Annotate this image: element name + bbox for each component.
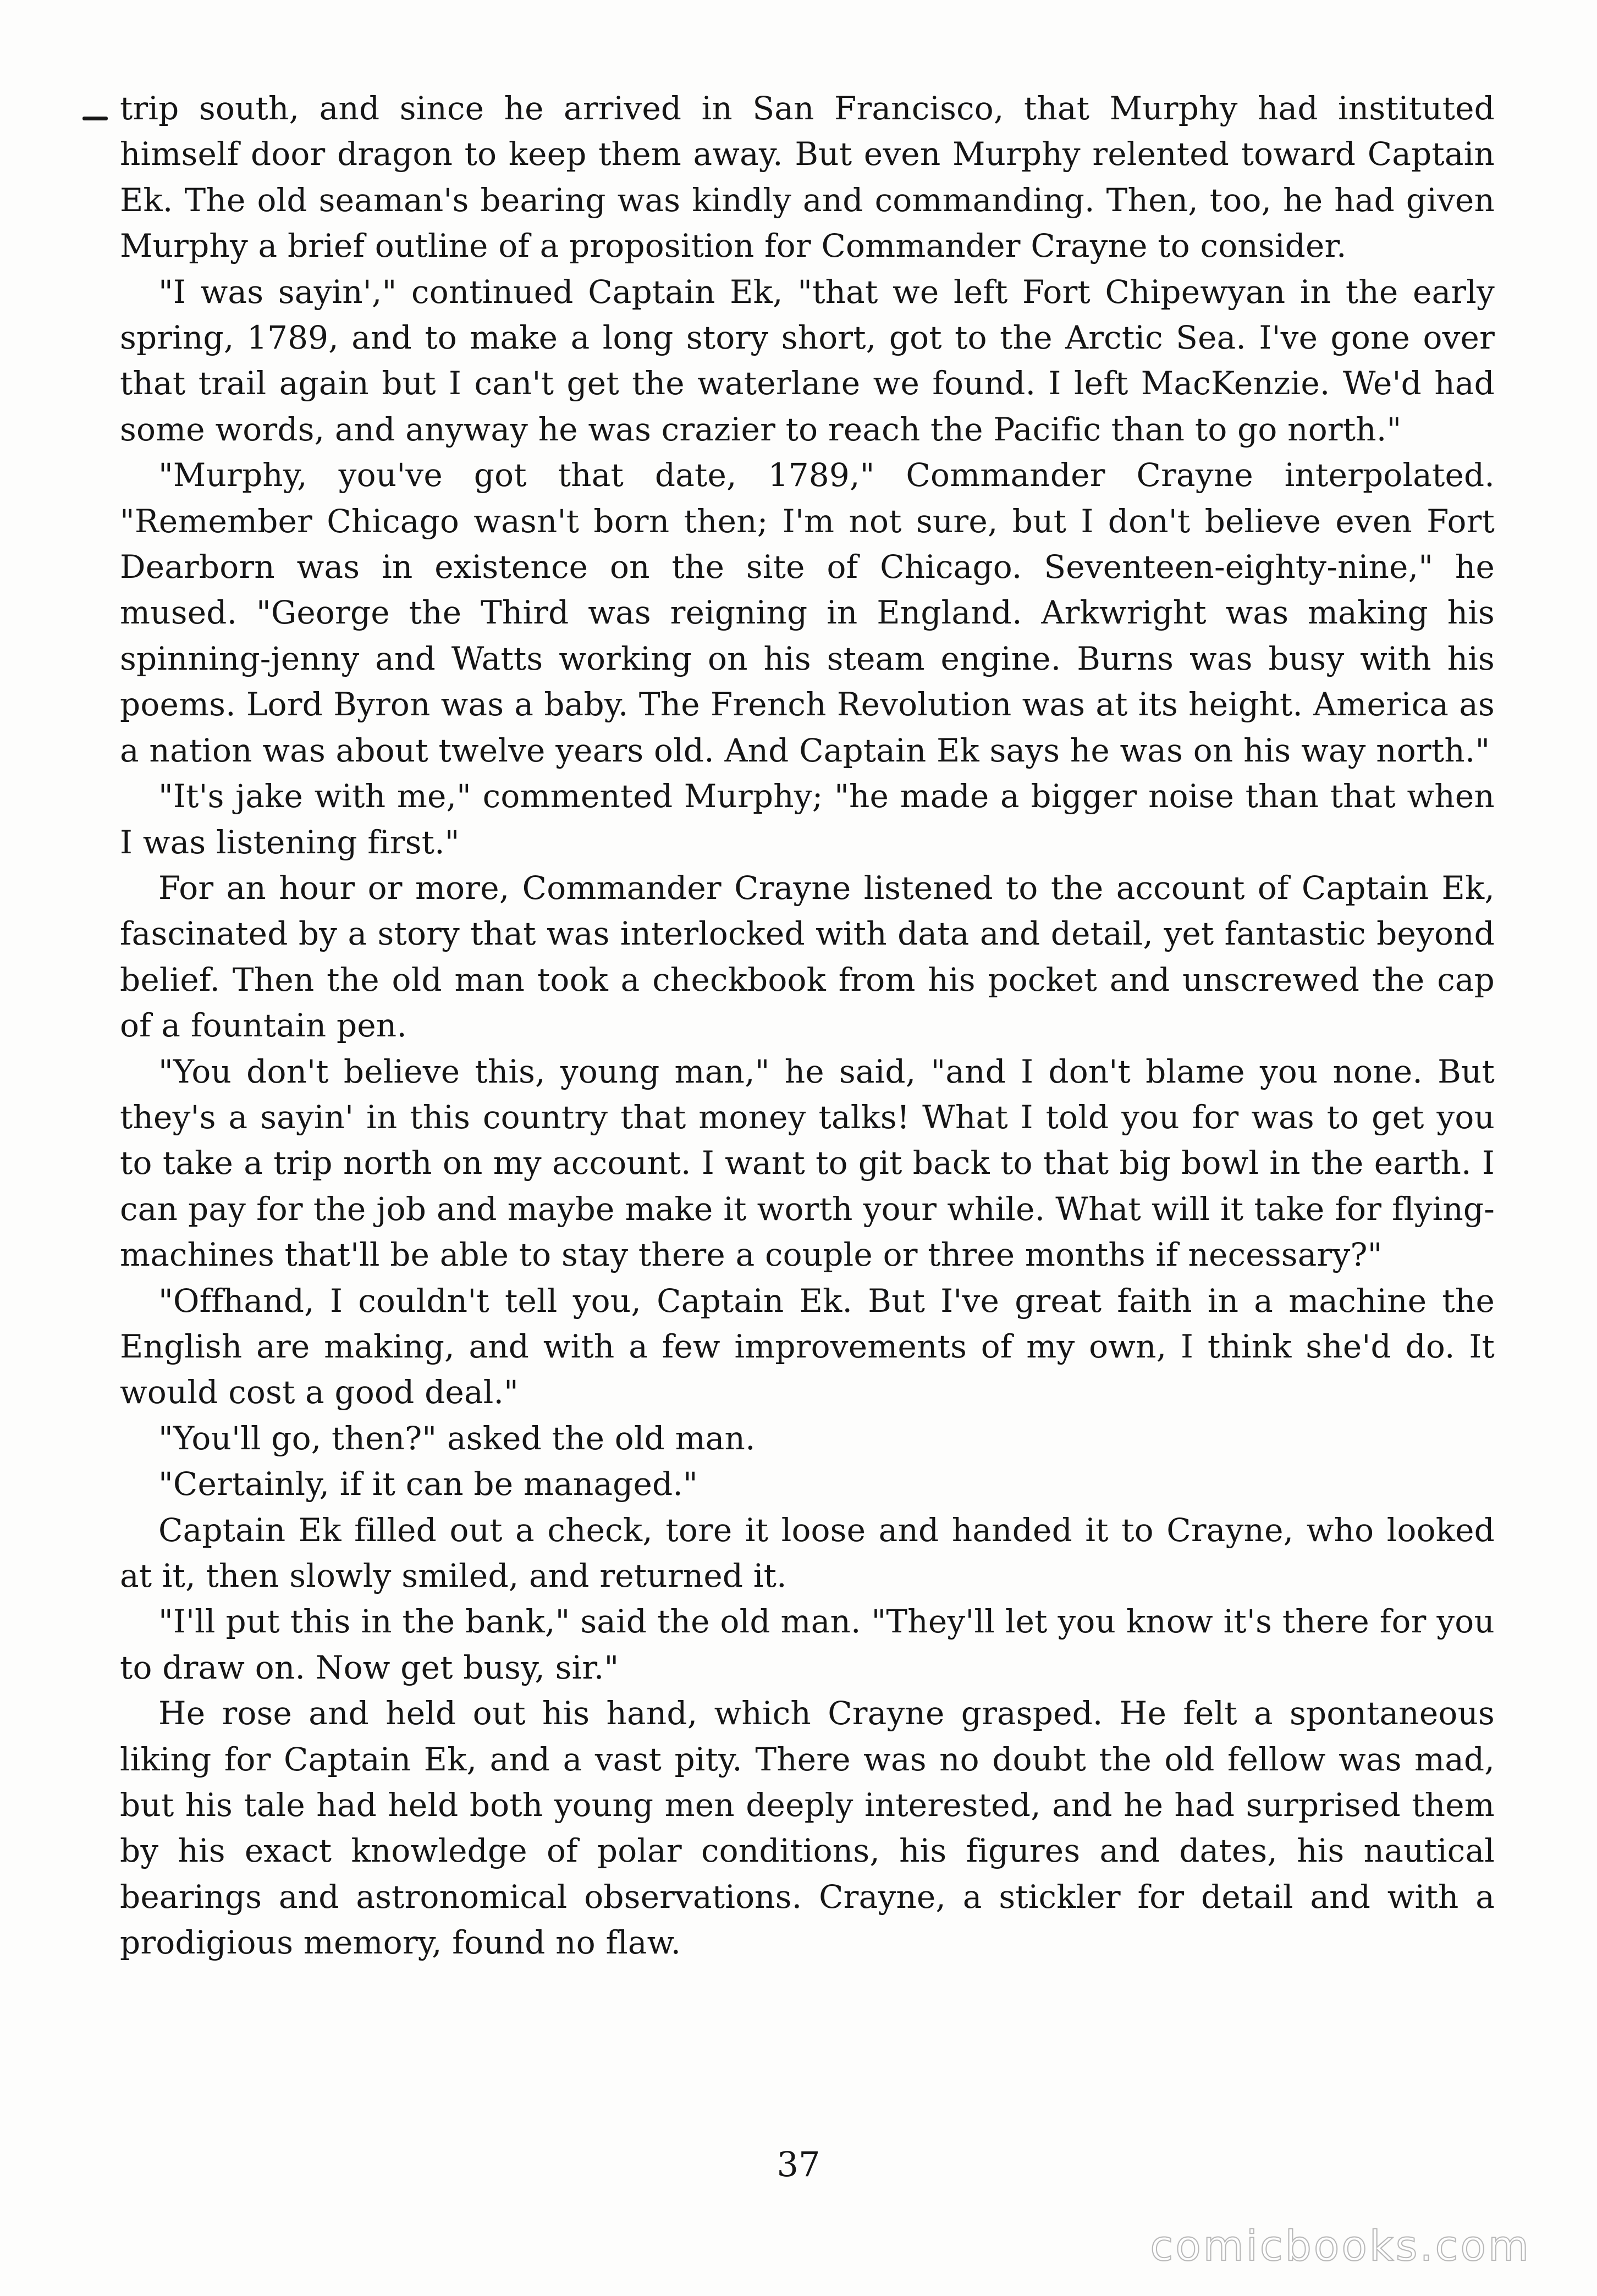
continuation-dash [82, 117, 108, 120]
paragraph: Captain Ek filled out a check, tore it loose and handed it to Crayne, who looked at it, then slowly smiled, and returned it. [120, 1511, 1495, 1594]
paragraph: "Murphy, you've got that date, 1789," Commander Crayne interpolated. "Remember Chicago wasn't born then; I'm not sure, but I don't believe even Fort Dearborn was in existence on the site of Chicago. Seventeen-eighty-nine," he mused. "George the Third was reigning in England. Arkwright was making his spinning-jenny and Watts working on his steam engine. Burns was busy with his poems. Lord Byron was a baby. The French Revolution was at its height. America as a nation was about twelve years old. And Captain Ek says he was on his way north." [120, 456, 1495, 769]
body-text [120, 86, 1495, 1966]
paragraph: "I was sayin'," continued Captain Ek, "that we left Fort Chipewyan in the early spring, 1789, and to make a long story short, got to the Arctic Sea. I've gone over that trail again but I can't get the waterlane we found. I left MacKenzie. We'd had some words, and anyway he was crazier to reach the Pacific than to go north." [120, 273, 1495, 448]
watermark: comicbooks.com [1150, 2221, 1531, 2270]
paragraph: "Certainly, if it can be managed." [158, 1465, 698, 1503]
paragraph: "Offhand, I couldn't tell you, Captain Ek. But I've great faith in a machine the English are making, and with a few improvements of my own, I think she'd do. It would cost a good deal." [120, 1282, 1495, 1411]
paragraph: "It's jake with me," commented Murphy; "he made a bigger noise than that when I was listening first." [120, 777, 1495, 861]
paragraph: For an hour or more, Commander Crayne listened to the account of Captain Ek, fascinated by a story that was interlocked with data and detail, yet fantastic beyond belief. Then the old man took a checkbook from his pocket and unscrewed the cap of a fountain pen. [120, 869, 1495, 1045]
paragraph: "You don't believe this, young man," he said, "and I don't blame you none. But they's a sayin' in this country that money talks! What I told you for was to get you to take a trip north on my account. I want to git back to that big bowl in the earth. I can pay for the job and maybe make it worth your while. What will it take for flying-machines that'll be able to stay there a couple or three months if necessary?" [120, 1052, 1495, 1274]
paragraph: trip south, and since he arrived in San Francisco, that Murphy had instituted himself door dragon to keep them away. But even Murphy relented toward Captain Ek. The old seaman's bearing was kindly and commanding. Then, too, he had given Murphy a brief outline of a proposition for Commander Crayne to consider. [120, 90, 1495, 265]
paragraph: He rose and held out his hand, which Crayne grasped. He felt a spontaneous liking for Captain Ek, and a vast pity. There was no doubt the old fellow was mad, but his tale had held both young men deeply interested, and he had surprised them by his exact knowledge of polar conditions, his figures and dates, his nautical bearings and astronomical observations. Crayne, a stickler for detail and with a prodigious memory, found no flaw. [120, 1695, 1495, 1962]
page-number: 37 [777, 2144, 820, 2184]
paragraph: "You'll go, then?" asked the old man. [158, 1419, 756, 1457]
paragraph: "I'll put this in the bank," said the old man. "They'll let you know it's there for you to draw on. Now get busy, sir." [120, 1603, 1495, 1686]
